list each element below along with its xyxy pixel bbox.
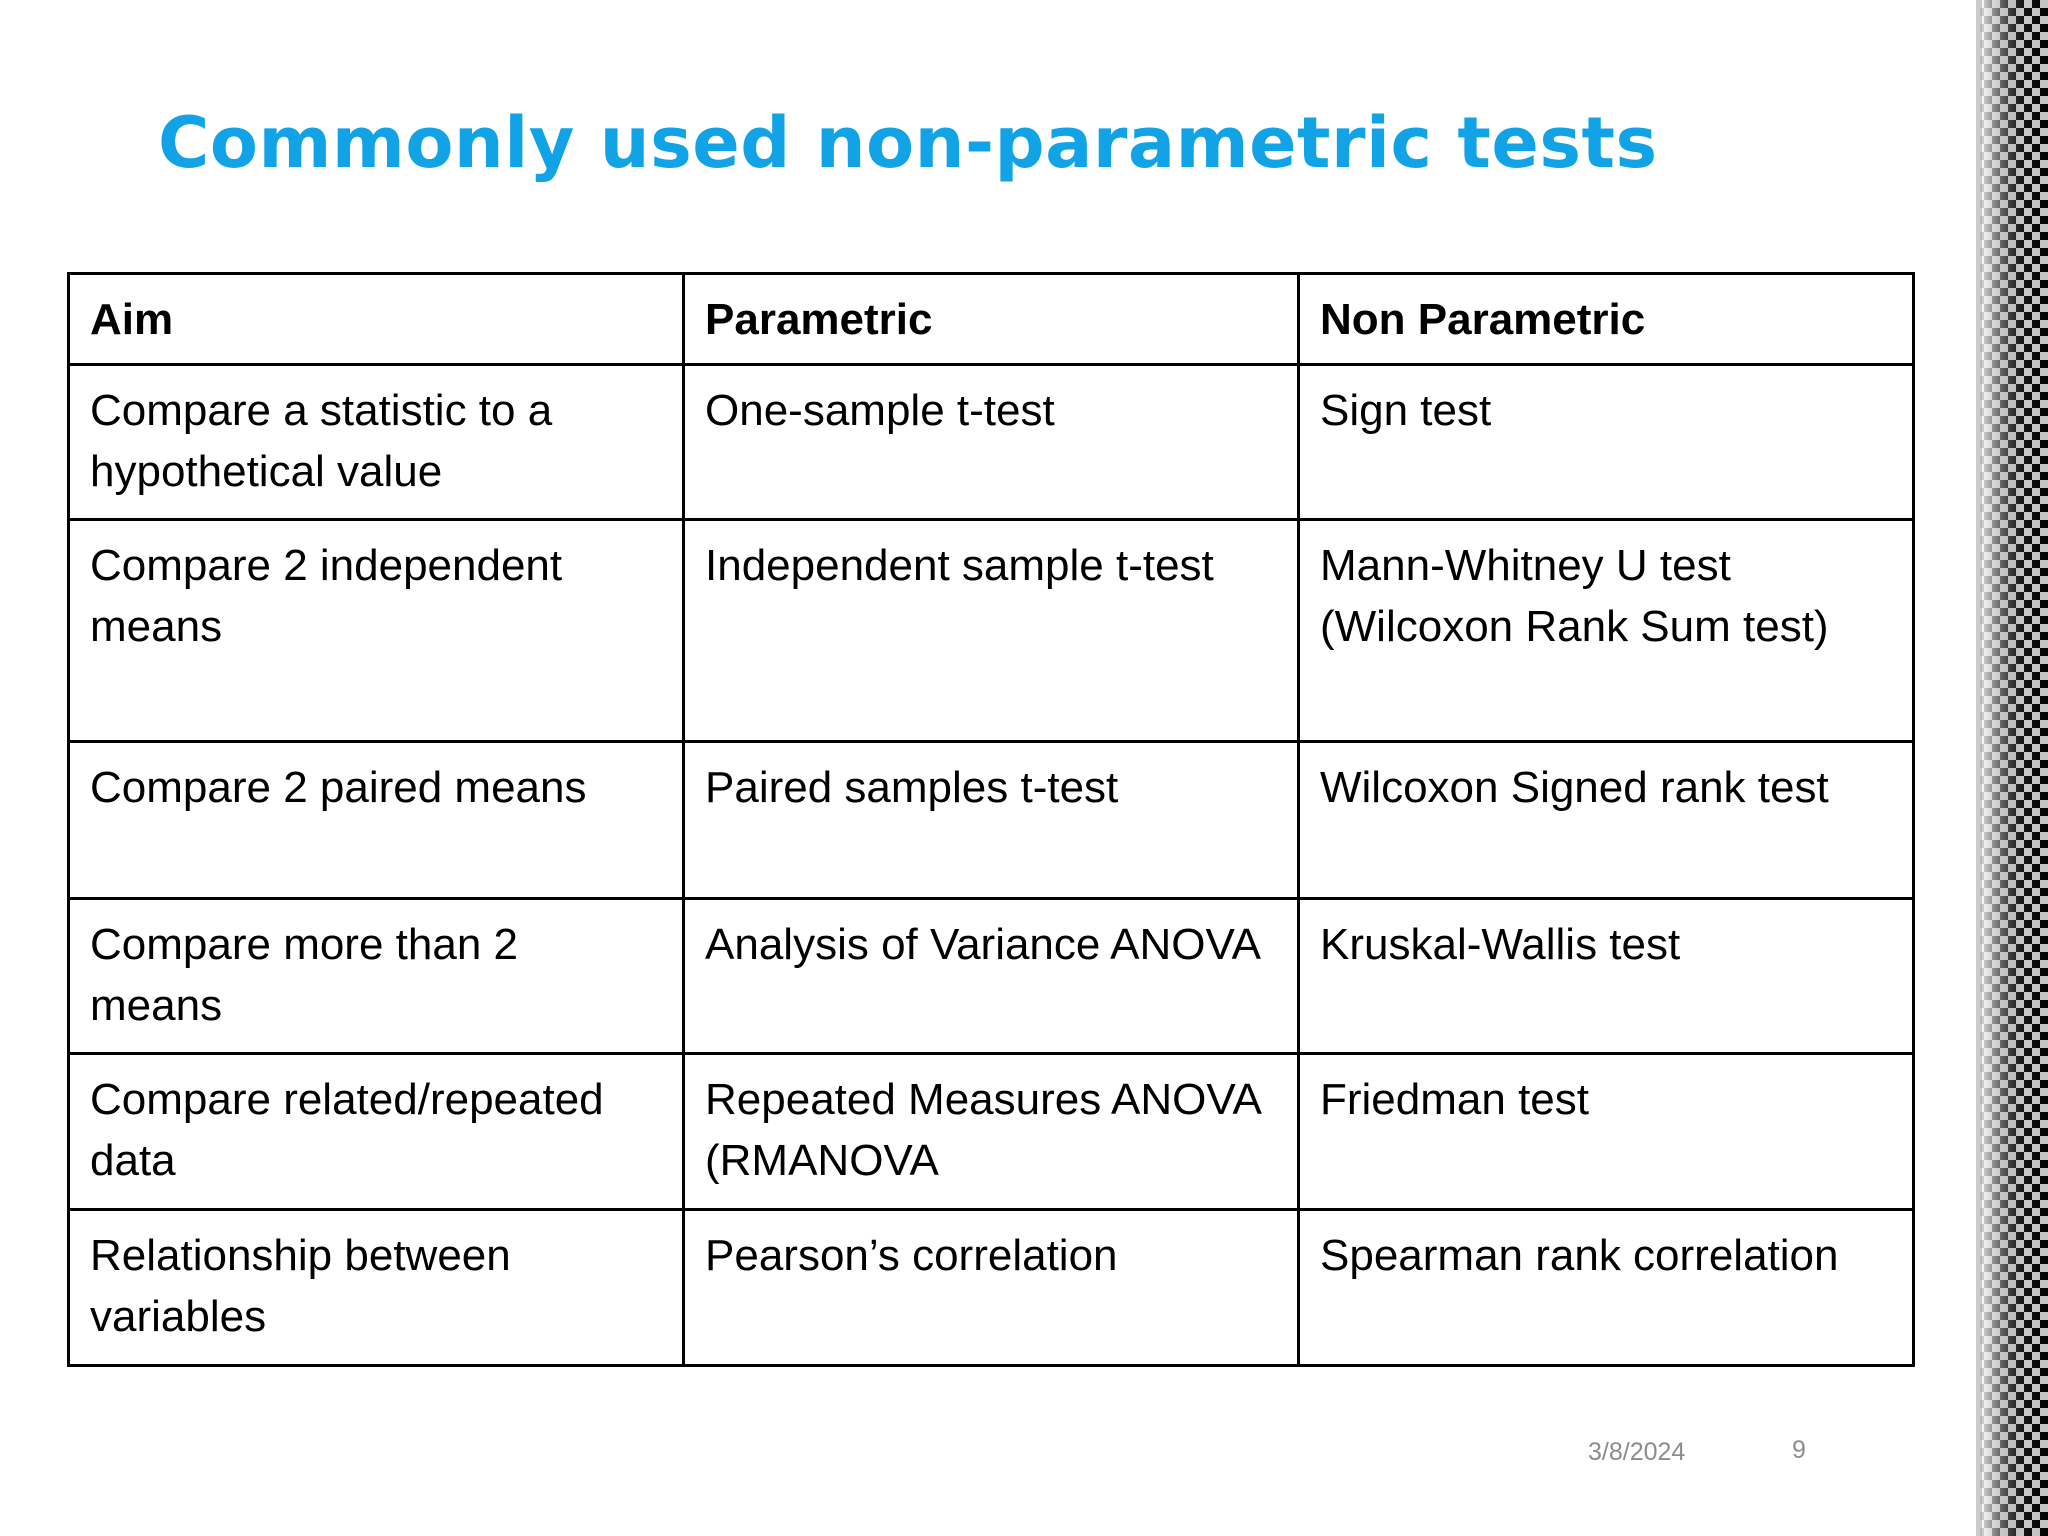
cell-aim: Compare 2 paired means: [69, 742, 684, 899]
cell-parametric: Analysis of Variance ANOVA: [684, 899, 1299, 1054]
slide-number: 9: [1792, 1436, 1806, 1464]
cell-aim: Compare related/repeated data: [69, 1054, 684, 1210]
cell-aim: Compare more than 2 means: [69, 899, 684, 1054]
cell-aim: Compare a statistic to a hypothetical value: [69, 365, 684, 520]
cell-aim: Compare 2 independent means: [69, 520, 684, 742]
footer-date: 3/8/2024: [1588, 1438, 1686, 1466]
table-row: [69, 742, 1914, 899]
slide-title: Commonly used non-parametric tests: [158, 102, 1658, 184]
cell-non-parametric: Friedman test: [1299, 1054, 1914, 1210]
cell-parametric: One-sample t-test: [684, 365, 1299, 520]
cell-aim: Relationship between variables: [69, 1210, 684, 1366]
checkered-gradient-graphic: [1952, 0, 2048, 1536]
table-row: [69, 1210, 1914, 1366]
checkered-gradient-strip: [1952, 0, 2048, 1536]
cell-non-parametric: Kruskal-Wallis test: [1299, 899, 1914, 1054]
cell-parametric: Independent sample t-test: [684, 520, 1299, 742]
comparison-table: [67, 272, 1915, 1367]
cell-non-parametric: Mann-Whitney U test (Wilcoxon Rank Sum test): [1299, 520, 1914, 742]
cell-parametric: Pearson’s correlation: [684, 1210, 1299, 1366]
cell-non-parametric: Wilcoxon Signed rank test: [1299, 742, 1914, 899]
table-header-row: [69, 274, 1914, 365]
cell-parametric: Paired samples t-test: [684, 742, 1299, 899]
column-header-non-parametric: Non Parametric: [1299, 274, 1914, 365]
table-row: [69, 365, 1914, 520]
column-header-parametric: Parametric: [684, 274, 1299, 365]
cell-non-parametric: Sign test: [1299, 365, 1914, 520]
cell-non-parametric: Spearman rank correlation: [1299, 1210, 1914, 1366]
table-row: [69, 899, 1914, 1054]
cell-parametric: Repeated Measures ANOVA (RMANOVA: [684, 1054, 1299, 1210]
table-row: [69, 520, 1914, 742]
table-row: [69, 1054, 1914, 1210]
column-header-aim: Aim: [69, 274, 684, 365]
